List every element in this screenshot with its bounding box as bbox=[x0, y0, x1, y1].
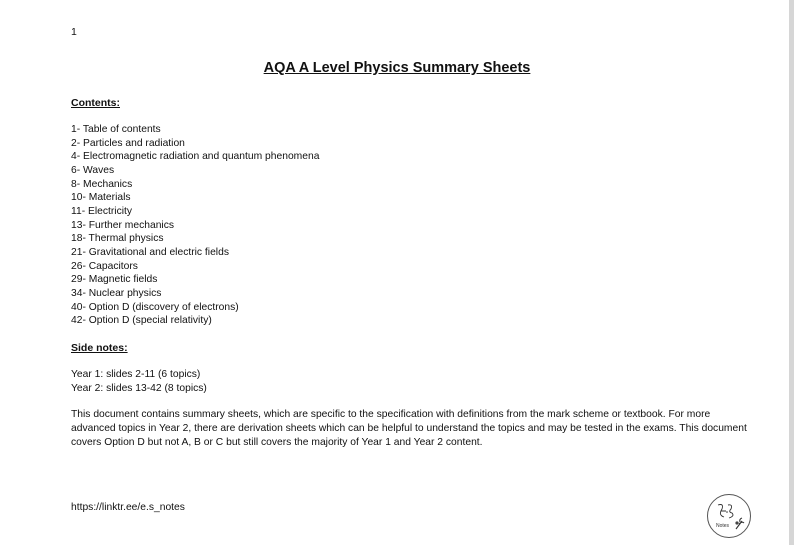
document-title: AQA A Level Physics Summary Sheets bbox=[263, 60, 531, 76]
contents-item: 42- Option D (special relativity) bbox=[71, 315, 212, 327]
contents-heading: Contents: bbox=[71, 97, 120, 109]
es-notes-logo bbox=[706, 493, 752, 539]
svg-text:Notes: Notes bbox=[716, 523, 730, 529]
side-note-item: Year 1: slides 2-11 (6 topics) bbox=[71, 369, 201, 380]
description-paragraph: This document contains summary sheets, which are specific to the specification with definitions from the mark scheme or textbook. For more advanced topics in Year 2, there are derivation sheets which can be helpful to understand the topics and may be tested in the exams. This document covers Option D but not A, B or C but still covers the majority of Year 1 and Year 2 content. bbox=[71, 409, 747, 449]
contents-item: 8- Mechanics bbox=[71, 178, 133, 190]
contents-item: 29- Magnetic fields bbox=[71, 274, 158, 286]
side-notes-heading: Side notes: bbox=[71, 342, 128, 354]
page-number: 1 bbox=[71, 26, 77, 38]
contents-item: 6- Waves bbox=[71, 164, 115, 176]
contents-item: 18- Thermal physics bbox=[71, 233, 164, 245]
linktree-link[interactable]: https://linktr.ee/e.s_notes bbox=[71, 502, 185, 513]
contents-item: 1- Table of contents bbox=[71, 124, 161, 135]
contents-item: 21- Gravitational and electric fields bbox=[71, 246, 229, 258]
contents-item: 2- Particles and radiation bbox=[71, 137, 185, 149]
contents-item: 11- Electricity bbox=[71, 205, 133, 217]
contents-item: 13- Further mechanics bbox=[71, 219, 175, 231]
contents-item: 26- Capacitors bbox=[71, 260, 138, 272]
side-notes-list bbox=[71, 368, 207, 395]
side-note-item: Year 2: slides 13-42 (8 topics) bbox=[71, 382, 207, 394]
contents-list bbox=[71, 123, 319, 328]
contents-item: 10- Materials bbox=[71, 192, 131, 204]
contents-item: 40- Option D (discovery of electrons) bbox=[71, 301, 239, 313]
contents-item: 34- Nuclear physics bbox=[71, 287, 162, 299]
page-edge-scrollbar bbox=[789, 0, 794, 545]
contents-item: 4- Electromagnetic radiation and quantum phenomena bbox=[71, 151, 320, 163]
